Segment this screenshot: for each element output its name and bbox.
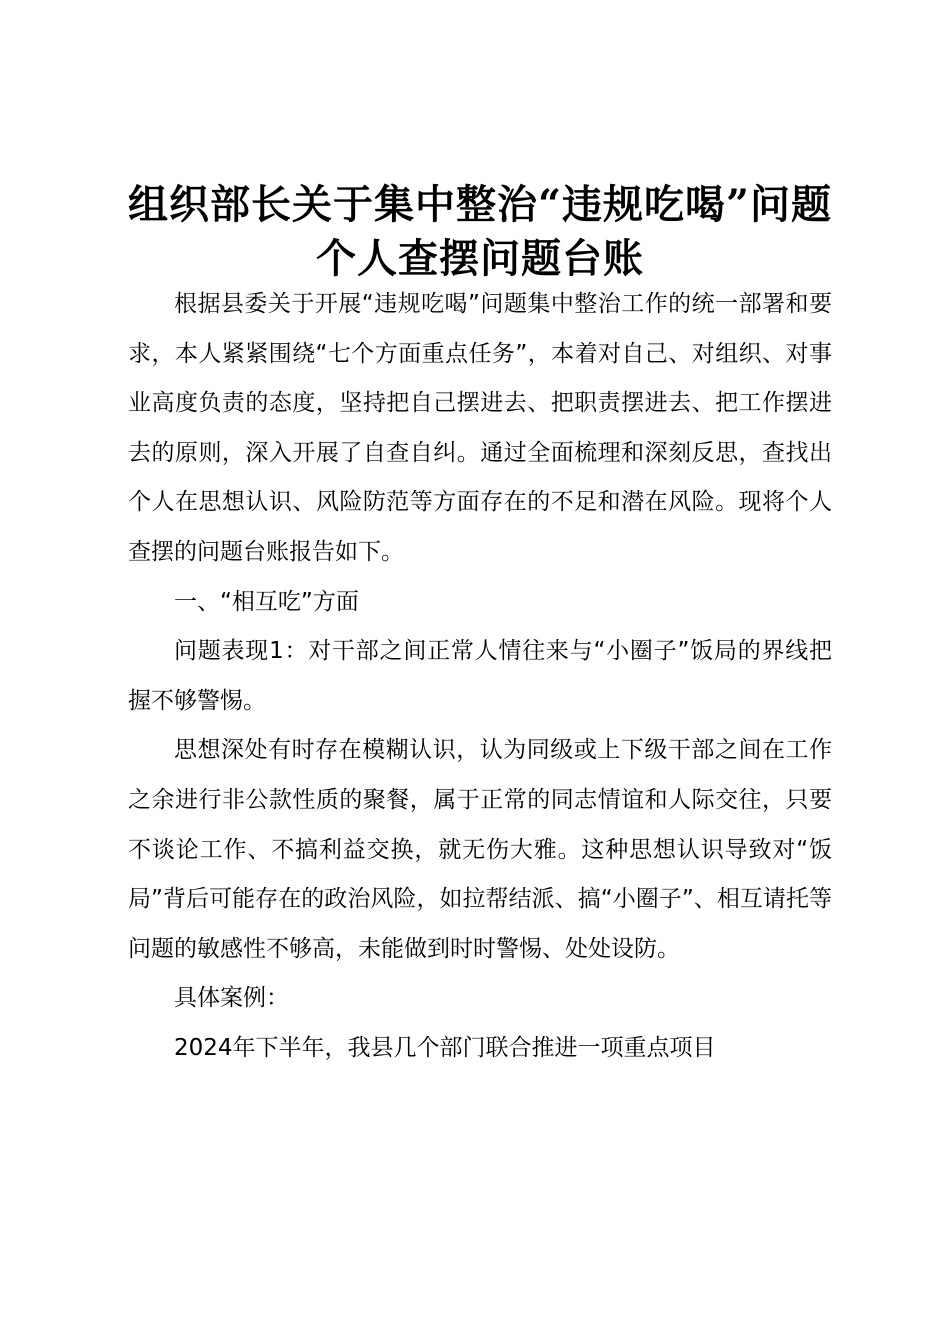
section-heading: 一、“相互吃”方面 (174, 588, 359, 615)
document-body (128, 280, 832, 1074)
problem-statement: 问题表现1：对干部之间正常人情往来与“小圈子”饭局的界线把握不够警惕。 (128, 638, 832, 714)
document-title: 组织部长关于集中整治“违规吃喝”问题个人查摆问题台账 (127, 181, 832, 282)
intro-paragraph: 根据县委关于开展“违规吃喝”问题集中整治工作的统一部署和要求，本人紧紧围绕“七个方面重点任务”，本着对自己、对组织、对事业高度负责的态度，坚持把自己摆进去、把职责摆进去、把工作摆进去的原则，深入开展了自查自纠。通过全面梳理和深刻反思，查找出个人在思想认识、风险防范等方面存在的不足和潜在风险。现将个人查摆的问题台账报告如下。 (128, 291, 832, 565)
problem-analysis-paragraph: 思想深处有时存在模糊认识，认为同级或上下级干部之间在工作之余进行非公款性质的聚餐，属于正常的同志情谊和人际交往，只要不谈论工作、不搞利益交换，就无伤大雅。这种思想认识导致对“饭局”背后可能存在的政治风险，如拉帮结派、搞“小圈子”、相互请托等问题的敏感性不够高，未能做到时时警惕、处处设防。 (128, 737, 832, 962)
case-heading: 具体案例： (174, 985, 289, 1012)
case-paragraph: 2024年下半年，我县几个部门联合推进一项重点项目 (174, 1034, 716, 1061)
